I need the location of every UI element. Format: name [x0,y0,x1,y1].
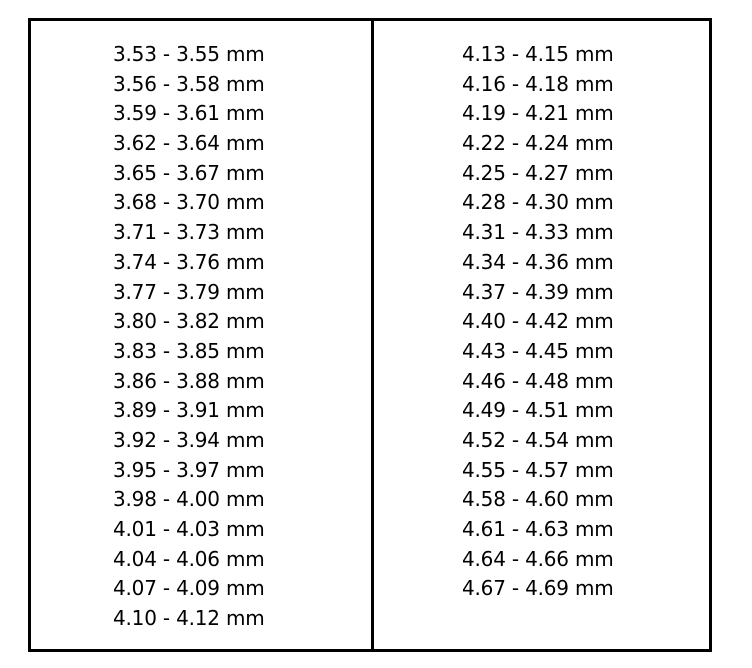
table-cell: 4.52 - 4.54 mm [462,427,614,452]
column-divider [371,21,374,649]
table-cell: 3.56 - 3.58 mm [113,71,265,96]
table-cell: 3.80 - 3.82 mm [113,309,265,334]
table-cell: 4.07 - 4.09 mm [113,576,265,601]
table-cell: 4.22 - 4.24 mm [462,131,614,156]
table-cell: 4.46 - 4.48 mm [462,368,614,393]
table-cell: 3.83 - 3.85 mm [113,338,265,363]
table-cell: 3.62 - 3.64 mm [113,131,265,156]
table-cell: 4.31 - 4.33 mm [462,220,614,245]
table-cell: 3.92 - 3.94 mm [113,427,265,452]
table-cell: 4.61 - 4.63 mm [462,517,614,541]
table-cell: 3.89 - 3.91 mm [113,398,265,423]
table-cell: 3.65 - 3.67 mm [113,160,265,185]
size-range-table [28,18,712,652]
table-cell: 3.59 - 3.61 mm [113,101,265,126]
table-cell: 4.67 - 4.69 mm [462,576,614,601]
right-column [462,40,614,604]
table-cell: 4.55 - 4.57 mm [462,457,614,482]
table-cell: 4.64 - 4.66 mm [462,546,614,571]
table-cell: 4.37 - 4.39 mm [462,279,614,304]
table-cell: 4.43 - 4.45 mm [462,338,614,363]
table-cell: 4.34 - 4.36 mm [462,249,614,274]
table-cell: 4.25 - 4.27 mm [462,160,614,185]
table-cell: 4.01 - 4.03 mm [113,517,265,541]
table-cell: 4.49 - 4.51 mm [462,398,614,423]
table-cell: 3.68 - 3.70 mm [113,190,265,215]
table-cell: 3.86 - 3.88 mm [113,368,265,393]
table-cell: 4.13 - 4.15 mm [462,42,614,66]
table-cell: 4.10 - 4.12 mm [113,606,265,631]
table-cell: 4.16 - 4.18 mm [462,71,614,96]
table-cell: 4.40 - 4.42 mm [462,309,614,334]
table-cell: 4.19 - 4.21 mm [462,101,614,126]
table-cell: 3.53 - 3.55 mm [113,42,265,66]
left-column [113,40,265,634]
table-cell: 3.71 - 3.73 mm [113,220,265,245]
table-cell: 3.95 - 3.97 mm [113,457,265,482]
table-cell: 3.77 - 3.79 mm [113,279,265,304]
table-cell: 4.28 - 4.30 mm [462,190,614,215]
table-cell: 4.04 - 4.06 mm [113,546,265,571]
table-cell: 3.98 - 4.00 mm [113,487,265,512]
table-cell: 4.58 - 4.60 mm [462,487,614,512]
table-cell: 3.74 - 3.76 mm [113,249,265,274]
